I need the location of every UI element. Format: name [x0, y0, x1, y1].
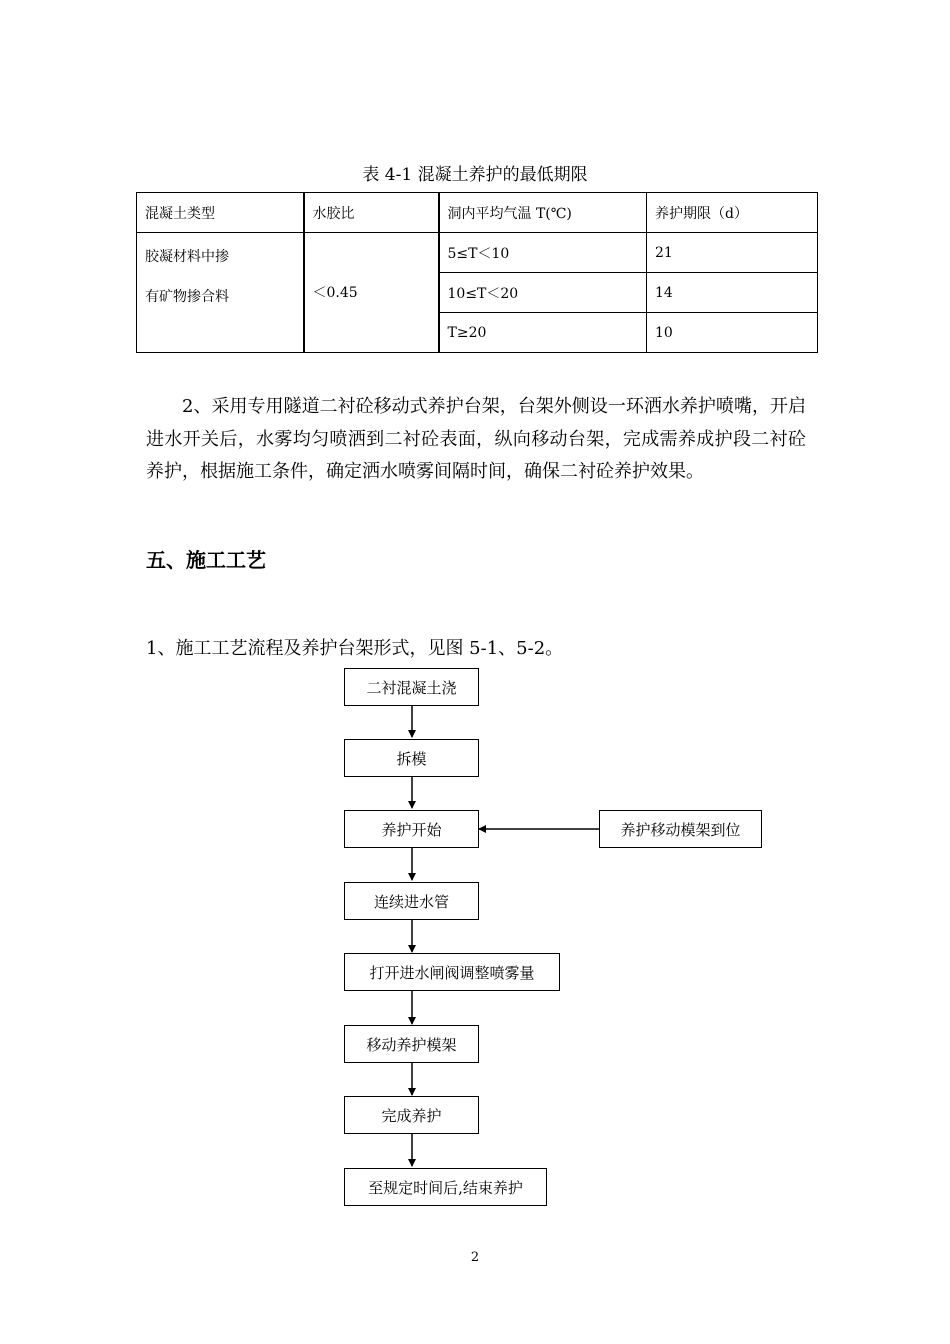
header-water-binder-ratio: 水胶比 [304, 193, 439, 233]
flow-step-side-formwork: 养护移动模架到位 [599, 810, 762, 848]
temp-cell: T≥20 [439, 313, 647, 353]
concrete-type-line1: 胶凝材料中掺 [145, 249, 229, 265]
table-caption: 表 4-1 混凝土养护的最低期限 [362, 165, 588, 185]
header-concrete-type: 混凝土类型 [137, 193, 304, 233]
flowchart-intro: 1、施工工艺流程及养护台架形式，见图 5-1、5-2。 [146, 638, 564, 659]
temp-cell: 10≤T＜20 [439, 273, 647, 313]
flow-step-pour: 二衬混凝土浇 [344, 668, 479, 706]
days-cell: 10 [647, 313, 818, 353]
header-curing-days: 养护期限（d） [647, 193, 818, 233]
curing-paragraph: 2、采用专用隧道二衬砼移动式养护台架，台架外侧设一环洒水养护喷嘴，开启进水开关后，水雾均匀喷洒到二衬砼表面，纵向移动台架，完成需养成护段二衬砼养护，根据施工条件，确定洒水喷雾间隔时间，确保二衬砼养护效果。 [146, 396, 806, 482]
section-heading: 五、施工工艺 [146, 548, 266, 572]
flow-step-adjust-spray: 打开进水闸阀调整喷雾量 [344, 953, 560, 991]
flow-step-water-pipe: 连续进水管 [344, 882, 479, 920]
flow-step-move-formwork: 移动养护模架 [344, 1025, 479, 1063]
temp-cell: 5≤T＜10 [439, 233, 647, 273]
days-cell: 21 [647, 233, 818, 273]
concrete-type-line2: 有矿物掺合料 [145, 289, 229, 305]
header-temperature: 洞内平均气温 T(℃) [439, 193, 647, 233]
flow-step-start-curing: 养护开始 [344, 810, 479, 848]
ratio-cell: ＜0.45 [304, 233, 439, 353]
flow-step-finish-curing: 完成养护 [344, 1096, 479, 1134]
days-cell: 14 [647, 273, 818, 313]
flow-step-end-curing: 至规定时间后,结束养护 [344, 1168, 547, 1206]
flow-step-demold: 拆模 [344, 739, 479, 777]
page-number: 2 [470, 1250, 480, 1265]
